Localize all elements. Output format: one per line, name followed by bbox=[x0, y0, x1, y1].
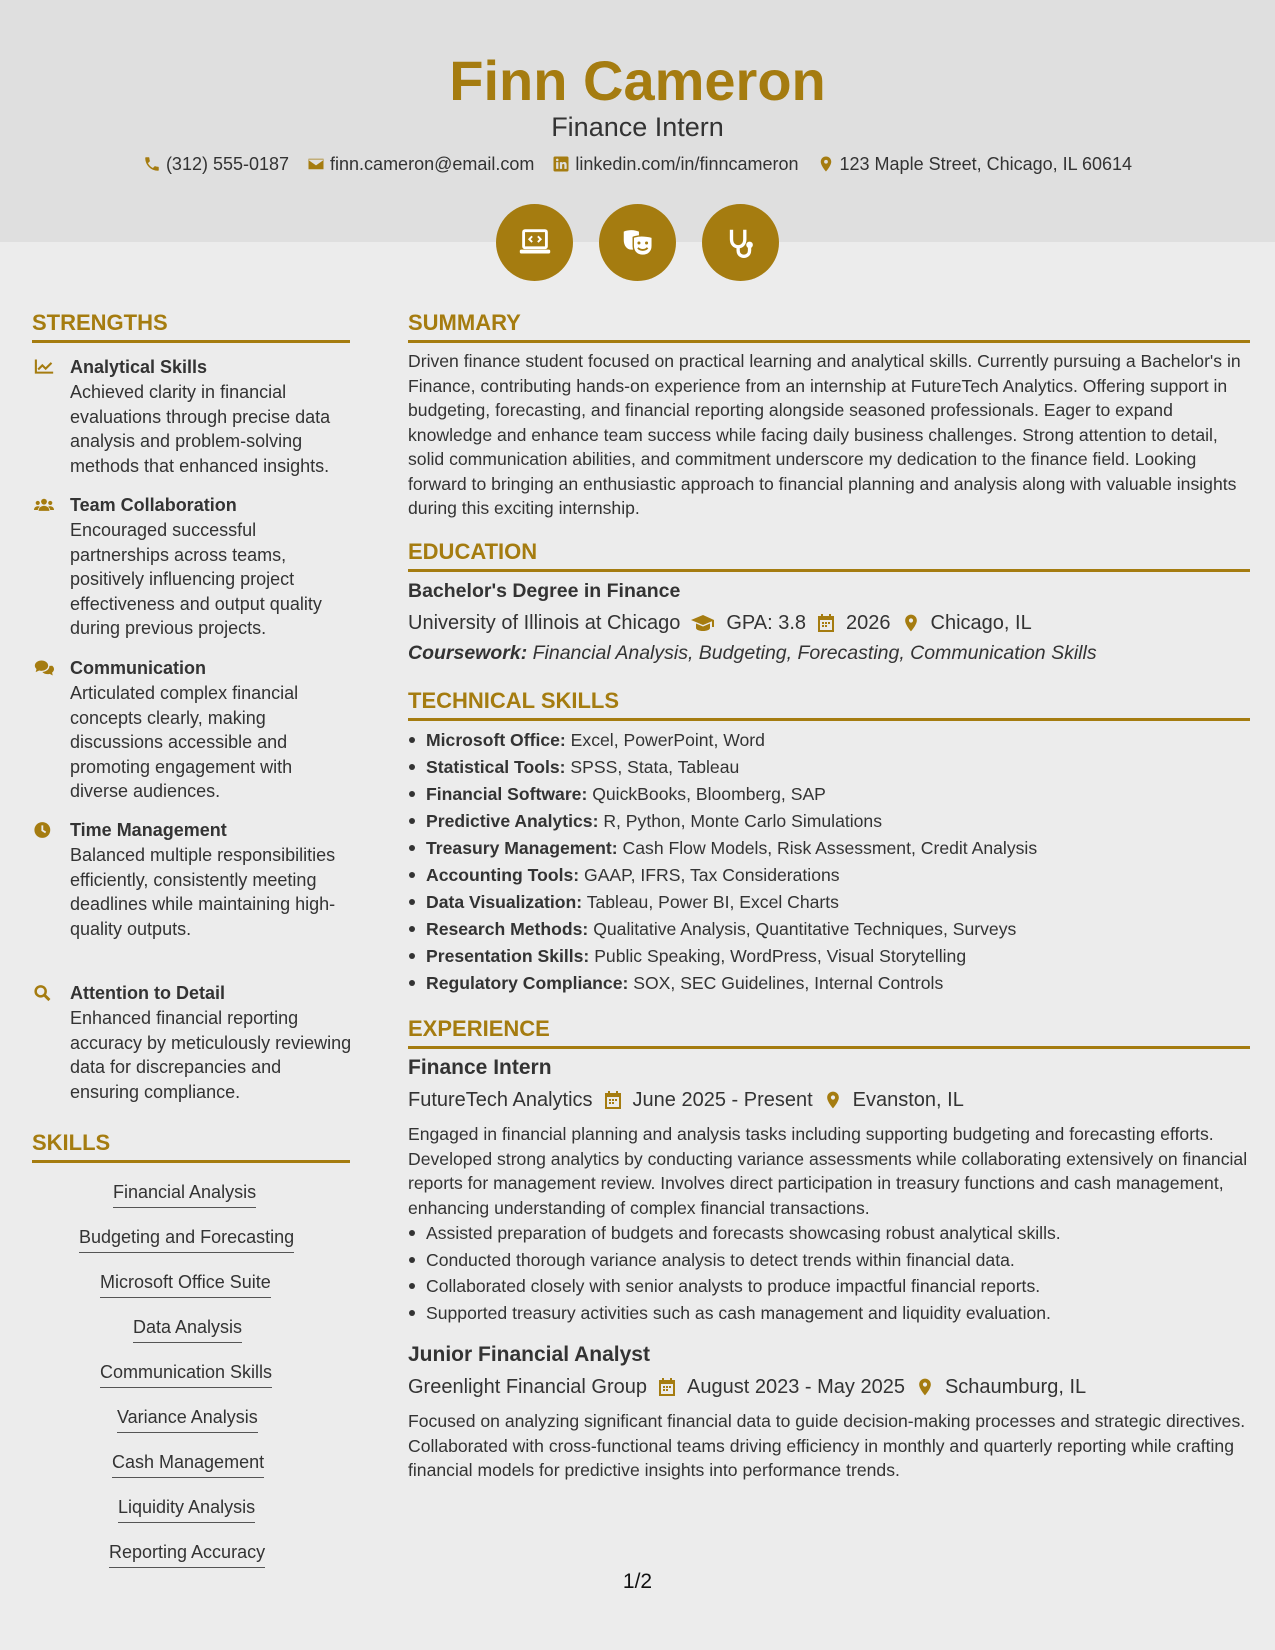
job-meta bbox=[408, 1087, 964, 1113]
strength-title: Analytical Skills bbox=[70, 357, 208, 377]
strength-desc: Encouraged successful partnerships across teams, positively influencing project effectiveness and output quality during previous projects. bbox=[70, 520, 322, 638]
skill-category: Predictive Analytics: bbox=[426, 811, 599, 831]
job-dates: June 2025 - Present bbox=[632, 1089, 813, 1111]
skill-category: Accounting Tools: bbox=[426, 865, 580, 885]
chart-line-icon bbox=[34, 358, 56, 376]
skill-tag: Budgeting and Forecasting bbox=[79, 1225, 294, 1253]
candidate-name: Finn Cameron bbox=[449, 49, 826, 112]
contact-address bbox=[817, 152, 1133, 176]
contact-bar bbox=[0, 152, 1275, 176]
skill-values: SOX, SEC Guidelines, Internal Controls bbox=[633, 973, 944, 993]
skill-category: Treasury Management: bbox=[426, 838, 618, 858]
search-icon bbox=[34, 984, 56, 1002]
skill-tag: Financial Analysis bbox=[113, 1180, 256, 1208]
skill-values: QuickBooks, Bloomberg, SAP bbox=[592, 784, 826, 804]
address-text: 123 Maple Street, Chicago, IL 60614 bbox=[839, 154, 1133, 174]
list-item bbox=[408, 781, 1253, 808]
linkedin-icon bbox=[552, 155, 570, 173]
technical-skills-heading: TECHNICAL SKILLS bbox=[408, 688, 1250, 721]
strength-desc: Achieved clarity in financial evaluations through precise data analysis and problem-solving methods that enhanced insights. bbox=[70, 382, 331, 476]
list-item bbox=[408, 943, 1253, 970]
skill-values: SPSS, Stata, Tableau bbox=[570, 757, 740, 777]
skill-category: Presentation Skills: bbox=[426, 946, 590, 966]
list-item: Supported treasury activities such as cash management and liquidity evaluation. bbox=[408, 1300, 1253, 1327]
degree-title: Bachelor's Degree in Finance bbox=[408, 580, 681, 602]
job-title: Junior Financial Analyst bbox=[408, 1343, 650, 1366]
job-dates: August 2023 - May 2025 bbox=[687, 1376, 905, 1398]
job-location: Schaumburg, IL bbox=[944, 1376, 1087, 1398]
summary-heading: SUMMARY bbox=[408, 310, 1250, 343]
strength-desc: Enhanced financial reporting accuracy by meticulously reviewing data for discrepancies and ensuring compliance. bbox=[70, 1008, 352, 1102]
skill-tag: Cash Management bbox=[112, 1450, 264, 1478]
skill-values: GAAP, IFRS, Tax Considerations bbox=[584, 865, 840, 885]
email-link[interactable]: finn.cameron@email.com bbox=[330, 154, 535, 174]
coursework bbox=[408, 640, 1097, 666]
calendar-icon bbox=[657, 1377, 677, 1397]
map-marker-icon bbox=[901, 613, 921, 633]
school-location: Chicago, IL bbox=[930, 612, 1032, 634]
skill-values: R, Python, Monte Carlo Simulations bbox=[603, 811, 883, 831]
skill-tag: Reporting Accuracy bbox=[109, 1540, 265, 1568]
job-description: Engaged in financial planning and analysis tasks including supporting budgeting and forecasting efforts. Developed strong analytics by conducting variance assessments while collaborating extensively on financial reports for management review. Involves direct participation in treasury functions and cash management, enhancing understanding of complex financial transactions. bbox=[408, 1124, 1248, 1218]
list-item bbox=[408, 808, 1253, 835]
strengths-heading: STRENGTHS bbox=[32, 310, 350, 343]
strength-title: Attention to Detail bbox=[70, 983, 225, 1003]
job-title: Finance Intern bbox=[408, 1056, 552, 1079]
strength-desc: Articulated complex financial concepts clearly, making discussions accessible and promoting engagement with diverse audiences. bbox=[70, 683, 299, 801]
map-marker-icon bbox=[915, 1377, 935, 1397]
skill-category: Statistical Tools: bbox=[426, 757, 566, 777]
skill-values: Public Speaking, WordPress, Visual Storytelling bbox=[594, 946, 967, 966]
skill-category: Microsoft Office: bbox=[426, 730, 566, 750]
skill-tag: Communication Skills bbox=[100, 1360, 272, 1388]
skill-category: Regulatory Compliance: bbox=[426, 973, 629, 993]
theater-masks-icon bbox=[599, 204, 676, 281]
education-heading: EDUCATION bbox=[408, 539, 1250, 572]
phone-text: (312) 555-0187 bbox=[165, 154, 290, 174]
skill-category: Research Methods: bbox=[426, 919, 589, 939]
skills-heading: SKILLS bbox=[32, 1130, 350, 1163]
laptop-code-icon bbox=[496, 204, 573, 281]
company-name: Greenlight Financial Group bbox=[408, 1376, 648, 1398]
experience-heading: EXPERIENCE bbox=[408, 1016, 1250, 1049]
comments-icon bbox=[34, 659, 56, 677]
linkedin-link[interactable]: linkedin.com/in/finncameron bbox=[575, 154, 799, 174]
skill-category: Data Visualization: bbox=[426, 892, 583, 912]
graduation-year: 2026 bbox=[846, 612, 891, 634]
education-meta bbox=[408, 610, 1032, 636]
strength-title: Communication bbox=[70, 658, 207, 678]
map-marker-icon bbox=[817, 155, 835, 173]
list-item bbox=[408, 754, 1253, 781]
gpa-text: GPA: 3.8 bbox=[726, 612, 807, 634]
skill-values: Qualitative Analysis, Quantitative Techniques, Surveys bbox=[593, 919, 1017, 939]
skill-tag: Microsoft Office Suite bbox=[100, 1270, 271, 1298]
list-item bbox=[408, 835, 1253, 862]
clock-icon bbox=[34, 821, 56, 839]
calendar-icon bbox=[603, 1090, 623, 1110]
company-name: FutureTech Analytics bbox=[408, 1089, 593, 1111]
contact-email bbox=[307, 152, 534, 176]
envelope-icon bbox=[307, 155, 325, 173]
strength-title: Time Management bbox=[70, 820, 227, 840]
calendar-icon bbox=[816, 613, 836, 633]
job-location: Evanston, IL bbox=[852, 1089, 964, 1111]
skill-tag: Variance Analysis bbox=[117, 1405, 258, 1433]
skill-values: Tableau, Power BI, Excel Charts bbox=[586, 892, 839, 912]
contact-linkedin bbox=[552, 152, 798, 176]
users-icon bbox=[34, 496, 56, 514]
job-meta bbox=[408, 1374, 1086, 1400]
graduation-cap-icon bbox=[690, 613, 716, 633]
list-item bbox=[408, 727, 1253, 754]
page-number: 1/2 bbox=[622, 1570, 653, 1593]
job-description: Focused on analyzing significant financial data to guide decision-making processes and strategic directives. Collaborated with cross-functional teams driving efficiency in monthly and quarterly reporting while crafting financial models for predictive insights into performance trends. bbox=[408, 1411, 1246, 1480]
coursework-list: Financial Analysis, Budgeting, Forecasting, Communication Skills bbox=[532, 642, 1097, 664]
school-name: University of Illinois at Chicago bbox=[408, 612, 681, 634]
skill-values: Excel, PowerPoint, Word bbox=[570, 730, 765, 750]
skill-tag: Data Analysis bbox=[133, 1315, 242, 1343]
strength-title: Team Collaboration bbox=[70, 495, 237, 515]
list-item bbox=[408, 916, 1253, 943]
strength-desc: Balanced multiple responsibilities efficiently, consistently meeting deadlines while maintaining high-quality outputs. bbox=[70, 845, 336, 939]
list-item: Assisted preparation of budgets and forecasts showcasing robust analytical skills. bbox=[408, 1220, 1253, 1247]
skill-category: Financial Software: bbox=[426, 784, 588, 804]
list-item bbox=[408, 862, 1253, 889]
job-title-header: Finance Intern bbox=[551, 112, 724, 142]
list-item: Collaborated closely with senior analysts to produce impactful financial reports. bbox=[408, 1273, 1253, 1300]
map-marker-icon bbox=[823, 1090, 843, 1110]
list-item bbox=[408, 889, 1253, 916]
phone-icon bbox=[143, 155, 161, 173]
summary-text: Driven finance student focused on practical learning and analytical skills. Currently pursuing a Bachelor's in Finance, contributing hands-on experience from an internship at FutureTech Analytics. Offering support in budgeting, forecasting, and financial reporting alongside seasoned professionals. Eager to expand knowledge and enhance team success while facing daily business challenges. Strong attention to detail, solid communication abilities, and commitment underscore my dedication to the finance field. Looking forward to bringing an enthusiastic approach to financial planning and analysis along with valuable insights during this exciting internship. bbox=[408, 351, 1241, 518]
skill-values: Cash Flow Models, Risk Assessment, Credit Analysis bbox=[622, 838, 1038, 858]
coursework-label: Coursework: bbox=[408, 642, 528, 664]
list-item bbox=[408, 970, 1253, 997]
stethoscope-icon bbox=[702, 204, 779, 281]
list-item: Conducted thorough variance analysis to detect trends within financial data. bbox=[408, 1247, 1253, 1274]
technical-skills-list bbox=[408, 727, 1253, 997]
hobby-icons bbox=[0, 204, 1275, 281]
contact-phone bbox=[143, 152, 289, 176]
skill-tag: Liquidity Analysis bbox=[118, 1495, 255, 1523]
job-bullets bbox=[408, 1220, 1253, 1327]
